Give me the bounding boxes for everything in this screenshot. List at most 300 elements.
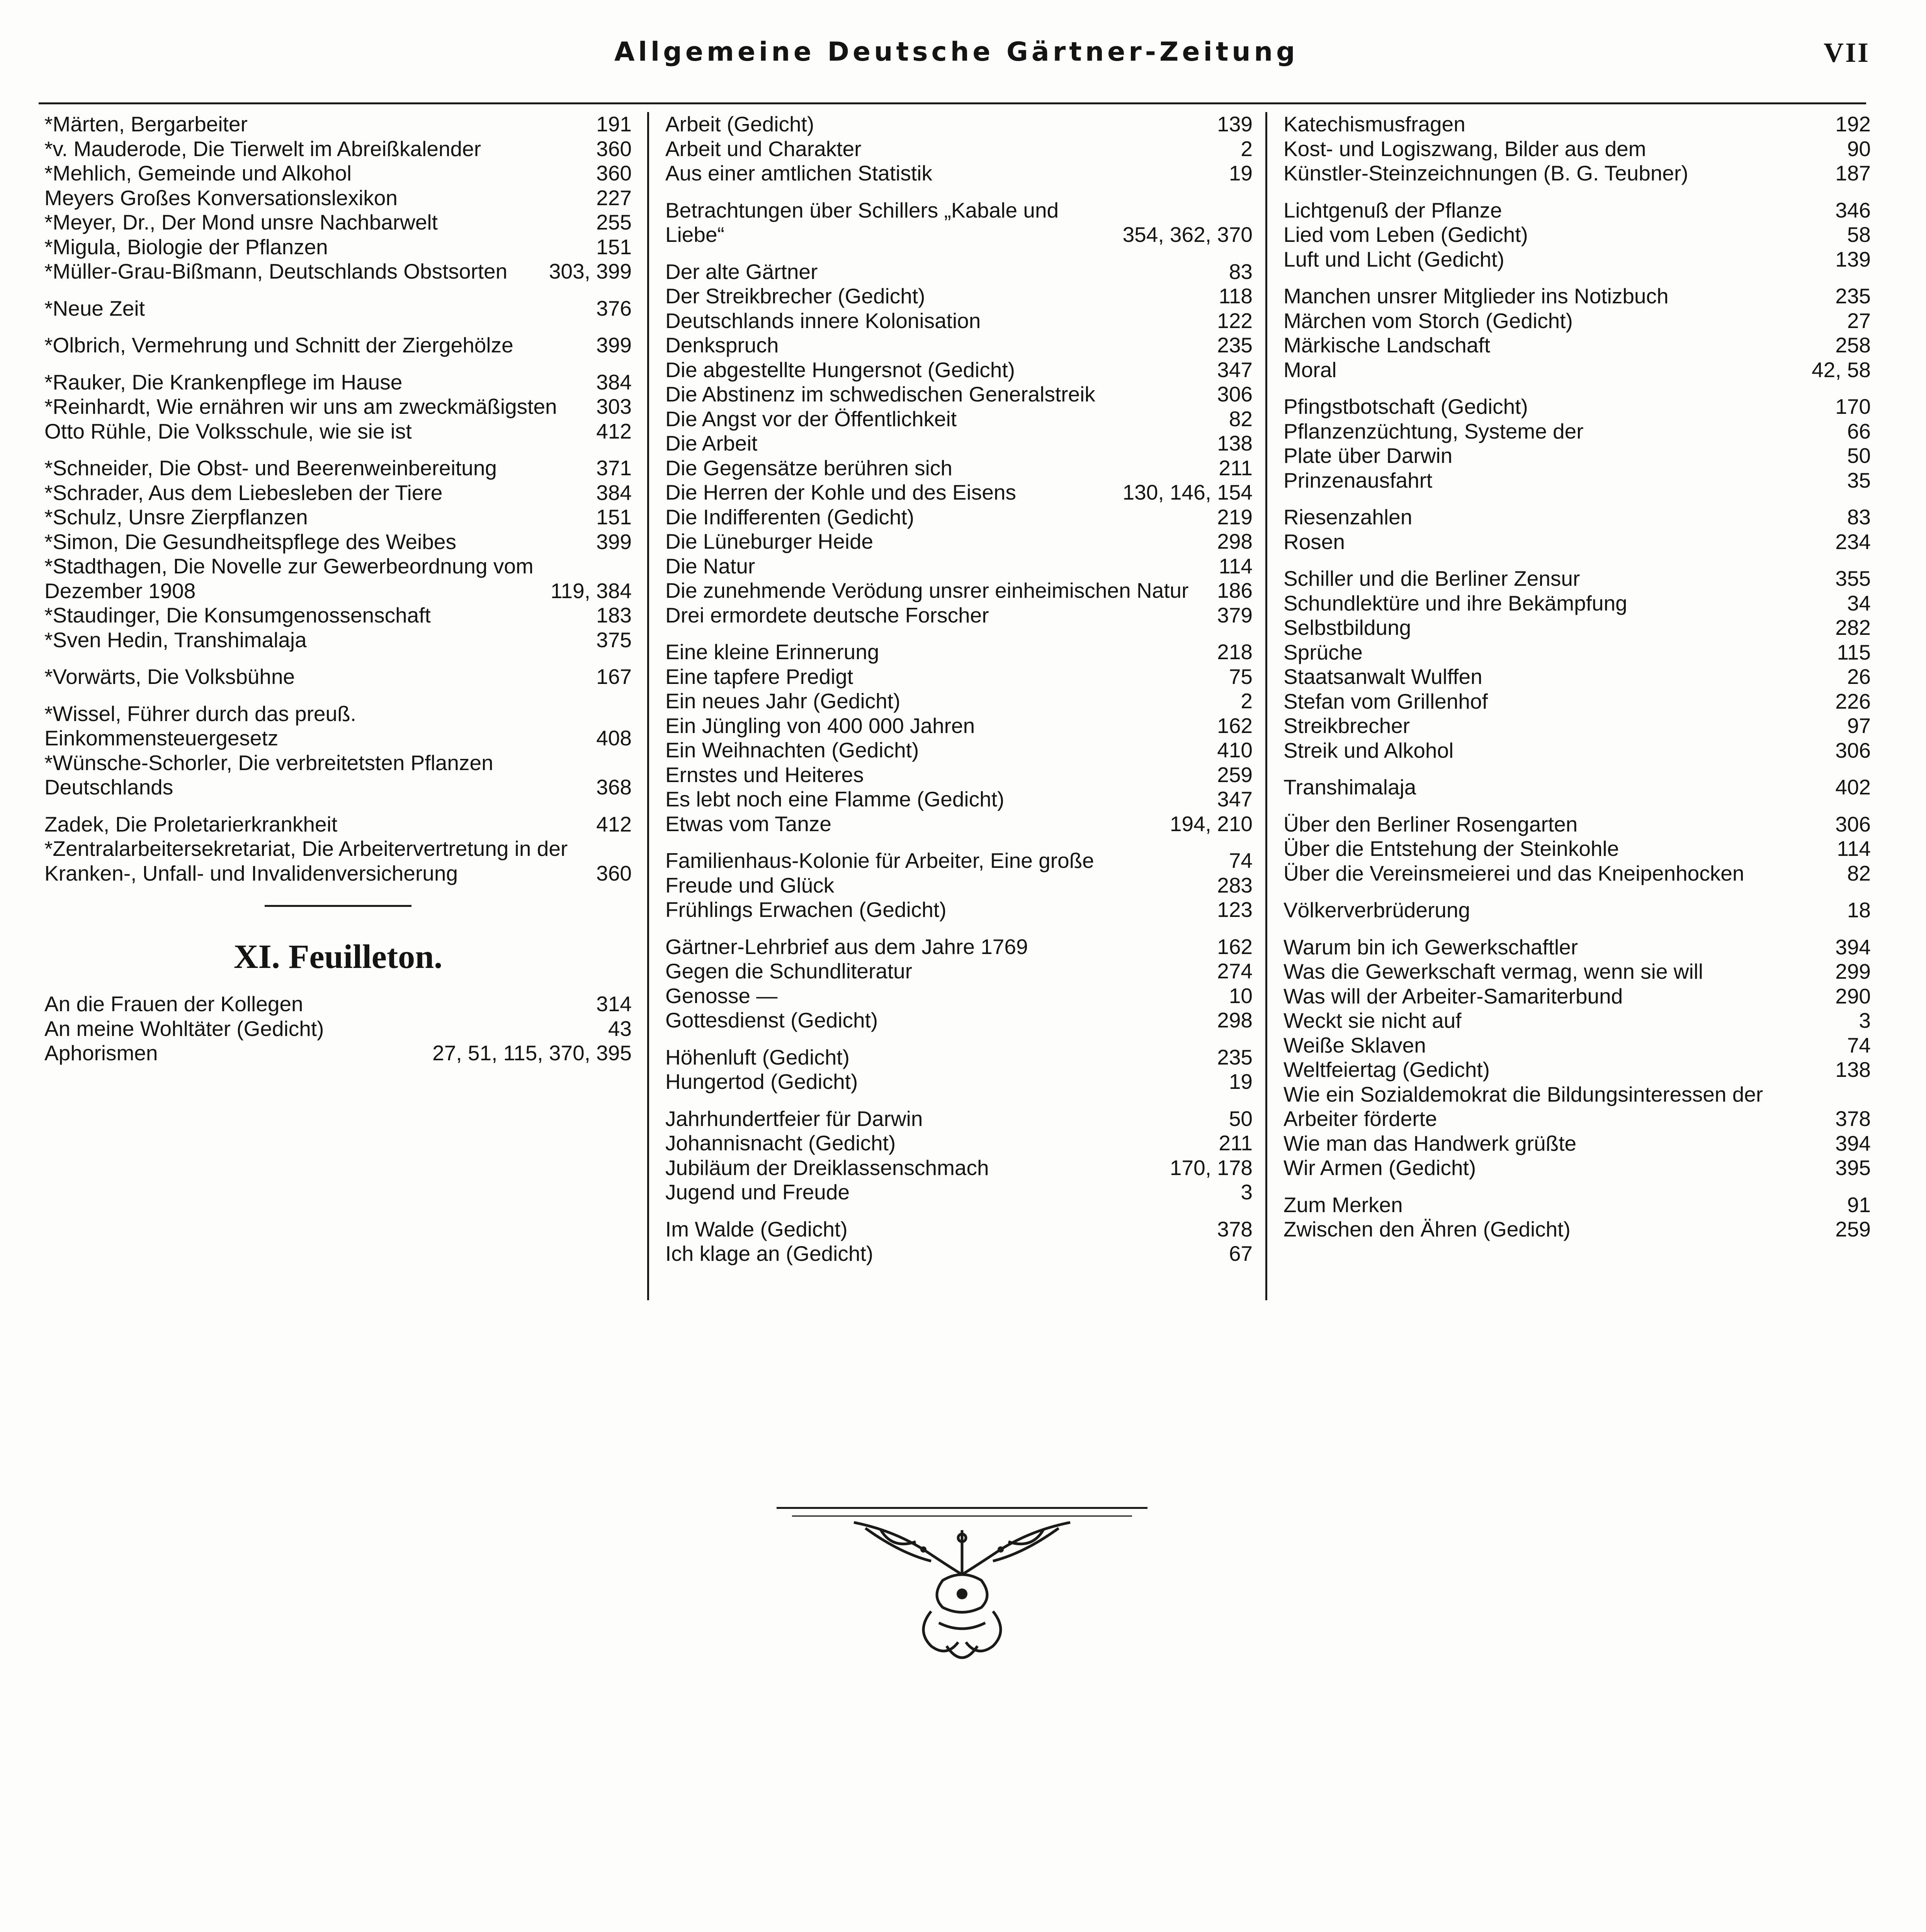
index-entry — [1283, 898, 1871, 923]
entry-title: Der Streikbrecher (Gedicht) — [665, 284, 925, 308]
entry-title: Ein neues Jahr (Gedicht) — [665, 689, 901, 713]
entry-title: *Neue Zeit — [44, 296, 145, 320]
index-entry — [665, 480, 1253, 505]
index-entry — [1283, 1217, 1871, 1242]
index-entry — [44, 628, 632, 653]
index-entry — [665, 284, 1253, 309]
index-entry — [44, 554, 632, 603]
index-entry — [665, 1131, 1253, 1156]
entry-pages: 347 — [1217, 357, 1253, 382]
index-entry — [44, 112, 632, 137]
entry-pages: 2 — [1241, 689, 1253, 713]
entry-title: Deutschlands innere Kolonisation — [665, 308, 981, 333]
index-entry — [1283, 566, 1871, 591]
index-entry — [665, 431, 1253, 456]
column-divider — [1265, 112, 1267, 1300]
entry-pages: 360 — [596, 861, 632, 885]
header-rule — [39, 102, 1866, 104]
index-entry — [665, 898, 1253, 922]
index-entry — [44, 419, 632, 444]
index-entry — [665, 309, 1253, 333]
page-number: VII — [1823, 37, 1870, 68]
index-entry — [1283, 309, 1871, 333]
entry-pages: 303 — [596, 395, 632, 418]
entry-title: Lied vom Leben (Gedicht) — [1283, 223, 1528, 247]
entry-title: Frühlings Erwachen (Gedicht) — [665, 898, 947, 922]
entry-title: Schiller und die Berliner Zensur — [1283, 566, 1580, 590]
entry-pages: 226 — [1835, 689, 1871, 713]
entry-title: Aus einer amtlichen Statistik — [665, 161, 932, 185]
entry-pages: 42, 58 — [1812, 357, 1871, 382]
entry-title: *Märten, Bergarbeiter — [44, 112, 248, 136]
index-entry — [1283, 284, 1871, 309]
index-entry — [665, 935, 1253, 959]
index-block — [1283, 395, 1871, 493]
entry-pages: 346 — [1835, 198, 1871, 222]
entry-pages: 298 — [1217, 1008, 1253, 1032]
index-entry — [665, 137, 1253, 162]
index-entry — [1283, 1033, 1871, 1058]
entry-title: Gottesdienst (Gedicht) — [665, 1008, 878, 1032]
entry-title: Über die Entstehung der Steinkohle — [1283, 837, 1619, 861]
index-entry — [44, 296, 632, 321]
entry-title: Im Walde (Gedicht) — [665, 1217, 848, 1241]
index-block — [44, 333, 632, 358]
entry-pages: 378 — [1835, 1107, 1871, 1131]
entry-title: *Vorwärts, Die Volksbühne — [44, 665, 295, 689]
entry-title: *Wissel, Führer durch das preuß. Einkommensteuergesetz — [44, 701, 356, 750]
index-entry — [665, 849, 1253, 873]
entry-pages: 191 — [596, 112, 632, 136]
entry-title: Künstler-Steinzeichnungen (B. G. Teubner) — [1283, 161, 1688, 185]
index-column-3 — [1283, 112, 1871, 1242]
entry-pages: 34 — [1847, 591, 1871, 615]
entry-pages: 399 — [596, 529, 632, 554]
entry-title: Riesenzahlen — [1283, 505, 1413, 529]
entry-pages: 83 — [1229, 259, 1253, 284]
index-entry — [665, 198, 1253, 247]
entry-pages: 10 — [1229, 983, 1253, 1008]
index-block — [665, 1107, 1253, 1205]
entry-title: *Wünsche-Schorler, Die verbreitetsten Pflanzen Deutschlands — [44, 750, 493, 799]
entry-pages: 18 — [1847, 898, 1871, 922]
entry-pages: 50 — [1847, 444, 1871, 468]
index-entry — [1283, 984, 1871, 1009]
entry-title: Gegen die Schundliteratur — [665, 959, 913, 983]
entry-title: Aphorismen — [44, 1041, 158, 1065]
entry-pages: 259 — [1217, 762, 1253, 787]
entry-pages: 74 — [1229, 849, 1253, 872]
entry-title: An meine Wohltäter (Gedicht) — [44, 1016, 324, 1041]
entry-pages: 399 — [596, 333, 632, 357]
entry-title: Wie ein Sozialdemokrat die Bildungsinteressen der Arbeiter förderte — [1283, 1082, 1763, 1131]
index-entry — [44, 1041, 632, 1066]
entry-pages: 371 — [596, 456, 632, 480]
entry-title: Höhenluft (Gedicht) — [665, 1045, 850, 1069]
entry-pages: 211 — [1219, 1131, 1253, 1155]
vignette-drawing — [777, 1507, 1147, 1673]
entry-title: Weltfeiertag (Gedicht) — [1283, 1058, 1490, 1082]
entry-pages: 122 — [1217, 308, 1253, 333]
entry-pages: 299 — [1835, 959, 1871, 983]
entry-pages: 114 — [1219, 554, 1253, 578]
index-block — [665, 198, 1253, 247]
entry-title: *Schneider, Die Obst- und Beerenweinbereitung — [44, 456, 497, 480]
entry-pages: 258 — [1835, 333, 1871, 357]
entry-pages: 58 — [1847, 223, 1871, 247]
entry-title: Warum bin ich Gewerkschaftler — [1283, 935, 1578, 959]
entry-title: Die Gegensätze berühren sich — [665, 456, 952, 480]
entry-pages: 82 — [1847, 861, 1871, 885]
section-separator — [265, 905, 411, 907]
entry-pages: 187 — [1835, 161, 1871, 185]
entry-pages: 162 — [1217, 934, 1253, 959]
index-entry — [665, 787, 1253, 812]
entry-pages: 211 — [1219, 456, 1253, 480]
index-entry — [44, 210, 632, 235]
entry-title: Arbeit (Gedicht) — [665, 112, 814, 136]
entry-title: Pflanzenzüchtung, Systeme der — [1283, 419, 1584, 443]
index-entry — [1283, 468, 1871, 493]
entry-pages: 50 — [1229, 1106, 1253, 1131]
index-entry — [1283, 738, 1871, 763]
entry-title: Wie man das Handwerk grüßte — [1283, 1131, 1577, 1155]
entry-pages: 306 — [1835, 738, 1871, 762]
entry-title: Die Indifferenten (Gedicht) — [665, 505, 915, 529]
entry-pages: 412 — [596, 812, 632, 836]
entry-pages: 354, 362, 370 — [1122, 223, 1253, 247]
index-entry — [1283, 591, 1871, 616]
entry-title: *Migula, Biologie der Pflanzen — [44, 235, 328, 259]
index-entry — [665, 603, 1253, 628]
index-entry — [1283, 530, 1871, 554]
index-entry — [665, 959, 1253, 984]
entry-pages: 162 — [1217, 713, 1253, 738]
entry-title: Die Herren der Kohle und des Eisens — [665, 480, 1017, 504]
index-entry — [665, 1070, 1253, 1094]
index-entry — [1283, 689, 1871, 714]
index-column-2 — [665, 112, 1253, 1266]
entry-title: Streik und Alkohol — [1283, 738, 1454, 762]
entry-title: *Schulz, Unsre Zierpflanzen — [44, 505, 308, 529]
entry-title: Eine tapfere Predigt — [665, 664, 853, 689]
entry-pages: 151 — [596, 235, 632, 259]
entry-pages: 290 — [1835, 984, 1871, 1008]
entry-pages: 227 — [596, 185, 632, 210]
entry-pages: 35 — [1847, 468, 1871, 492]
index-entry — [1283, 444, 1871, 468]
entry-title: Jahrhundertfeier für Darwin — [665, 1106, 923, 1131]
index-entry — [1283, 1058, 1871, 1082]
entry-pages: 306 — [1217, 382, 1253, 406]
index-block — [44, 112, 632, 284]
index-entry — [1283, 395, 1871, 419]
entry-title: Was die Gewerkschaft vermag, wenn sie will — [1283, 959, 1703, 983]
index-block — [1283, 775, 1871, 800]
entry-pages: 139 — [1217, 112, 1253, 136]
entry-title: Jubiläum der Dreiklassenschmach — [665, 1155, 989, 1180]
index-entry — [665, 640, 1253, 665]
entry-title: Ein Jüngling von 400 000 Jahren — [665, 713, 975, 738]
entry-title: Märchen vom Storch (Gedicht) — [1283, 308, 1573, 333]
entry-title: Prinzenausfahrt — [1283, 468, 1433, 492]
entry-pages: 115 — [1837, 640, 1871, 664]
index-entry — [665, 1180, 1253, 1205]
entry-pages: 235 — [1835, 284, 1871, 308]
entry-pages: 235 — [1217, 1045, 1253, 1069]
index-block — [44, 812, 632, 886]
index-entry — [665, 112, 1253, 137]
index-entry — [1283, 861, 1871, 886]
entry-title: Meyers Großes Konversationslexikon — [44, 185, 398, 210]
entry-title: Ein Weihnachten (Gedicht) — [665, 738, 919, 762]
index-entry — [665, 873, 1253, 898]
entry-pages: 91 — [1847, 1192, 1871, 1217]
entry-title: Selbstbildung — [1283, 616, 1411, 639]
index-entry — [665, 407, 1253, 432]
index-entry — [1283, 1131, 1871, 1156]
entry-pages: 360 — [596, 161, 632, 185]
entry-pages: 282 — [1835, 616, 1871, 639]
entry-pages: 368 — [596, 775, 632, 799]
index-entry — [1283, 812, 1871, 837]
index-entry — [1283, 112, 1871, 137]
index-entry — [44, 161, 632, 186]
entry-title: *Reinhardt, Wie ernähren wir uns am zweckmäßigsten — [44, 395, 557, 418]
entry-pages: 394 — [1835, 1131, 1871, 1155]
entry-pages: 402 — [1835, 775, 1871, 799]
entry-title: *Staudinger, Die Konsumgenossenschaft — [44, 603, 431, 627]
entry-pages: 2 — [1241, 136, 1253, 161]
entry-title: Ich klage an (Gedicht) — [665, 1242, 874, 1265]
entry-title: Die Angst vor der Öffentlichkeit — [665, 406, 957, 431]
index-block — [1283, 505, 1871, 554]
running-title: Allgemeine Deutsche Gärtner-Zeitung — [614, 37, 1299, 67]
entry-pages: 298 — [1217, 529, 1253, 553]
entry-pages: 19 — [1229, 1070, 1253, 1094]
entry-pages: 90 — [1847, 136, 1871, 161]
index-entry — [1283, 837, 1871, 861]
entry-pages: 27, 51, 115, 370, 395 — [432, 1041, 632, 1065]
index-entry — [665, 358, 1253, 383]
index-entry — [1283, 505, 1871, 530]
entry-pages: 26 — [1847, 665, 1871, 689]
entry-title: Wir Armen (Gedicht) — [1283, 1156, 1476, 1180]
index-entry — [44, 259, 632, 284]
index-entry — [1283, 775, 1871, 800]
entry-title: Pfingstbotschaft (Gedicht) — [1283, 395, 1528, 418]
entry-title: Freude und Glück — [665, 873, 835, 897]
index-entry — [44, 530, 632, 554]
index-entry — [665, 689, 1253, 714]
index-entry — [1283, 161, 1871, 186]
entry-pages: 375 — [596, 628, 632, 652]
index-entry — [665, 665, 1253, 689]
entry-pages: 412 — [596, 419, 632, 443]
entry-pages: 376 — [596, 296, 632, 320]
entry-pages: 67 — [1229, 1242, 1253, 1265]
index-entry — [1283, 198, 1871, 223]
entry-title: *Zentralarbeitersekretariat, Die Arbeitervertretung in der Kranken-, Unfall- und Invalidenversicherung — [44, 837, 568, 885]
entry-pages: 408 — [596, 726, 632, 750]
entry-pages: 194, 210 — [1170, 811, 1253, 836]
entry-title: Johannisnacht (Gedicht) — [665, 1131, 896, 1155]
entry-title: Weiße Sklaven — [1283, 1033, 1426, 1057]
entry-title: Die Abstinenz im schwedischen Generalstreik — [665, 382, 1095, 406]
index-entry — [1283, 1082, 1871, 1131]
entry-pages: 384 — [596, 370, 632, 394]
index-entry — [665, 738, 1253, 763]
entry-pages: 234 — [1835, 529, 1871, 554]
entry-title: Die abgestellte Hungersnot (Gedicht) — [665, 357, 1015, 382]
index-entry — [44, 137, 632, 162]
index-entry — [665, 1045, 1253, 1070]
entry-title: *Rauker, Die Krankenpflege im Hause — [44, 370, 403, 394]
page-header — [498, 37, 1870, 75]
index-entry — [665, 161, 1253, 186]
entry-title: Der alte Gärtner — [665, 259, 818, 284]
index-block — [1283, 898, 1871, 923]
index-entry — [44, 505, 632, 530]
index-block — [665, 260, 1253, 628]
entry-title: *Stadthagen, Die Novelle zur Gewerbeordnung vom Dezember 1908 — [44, 554, 534, 603]
entry-title: Die Arbeit — [665, 431, 758, 455]
entry-title: Transhimalaja — [1283, 775, 1416, 799]
index-entry — [44, 665, 632, 689]
index-block — [665, 849, 1253, 922]
entry-pages: 394 — [1835, 935, 1871, 959]
entry-pages: 114 — [1837, 837, 1871, 861]
index-entry — [665, 1217, 1253, 1242]
entry-title: Otto Rühle, Die Volksschule, wie sie ist — [44, 419, 412, 443]
index-block — [44, 296, 632, 321]
entry-title: Denkspruch — [665, 333, 779, 357]
index-entry — [1283, 223, 1871, 247]
entry-title: Plate über Darwin — [1283, 444, 1453, 468]
index-entry — [665, 812, 1253, 837]
entry-title: *Olbrich, Vermehrung und Schnitt der Ziergehölze — [44, 333, 513, 357]
entry-pages: 355 — [1835, 566, 1871, 590]
index-entry — [44, 603, 632, 628]
entry-title: Familienhaus-Kolonie für Arbeiter, Eine große — [665, 849, 1094, 872]
entry-pages: 347 — [1217, 787, 1253, 811]
entry-title: Moral — [1283, 357, 1337, 382]
index-entry — [1283, 714, 1871, 738]
entry-pages: 183 — [596, 603, 632, 627]
index-entry — [1283, 333, 1871, 358]
entry-title: Schundlektüre und ihre Bekämpfung — [1283, 591, 1627, 615]
index-block — [665, 112, 1253, 186]
entry-title: Kost- und Logiszwang, Bilder aus dem — [1283, 136, 1646, 161]
entry-pages: 192 — [1835, 112, 1871, 136]
entry-title: Staatsanwalt Wulffen — [1283, 665, 1482, 689]
entry-pages: 19 — [1229, 161, 1253, 185]
entry-title: *Müller-Grau-Bißmann, Deutschlands Obstsorten — [44, 259, 508, 283]
index-entry — [665, 1008, 1253, 1033]
index-column-1 — [44, 112, 632, 1066]
entry-pages: 75 — [1229, 664, 1253, 689]
entry-title: Streikbrecher — [1283, 714, 1410, 738]
entry-title: Katechismusfragen — [1283, 112, 1465, 136]
index-entry — [44, 751, 632, 800]
entry-title: *Meyer, Dr., Der Mond unsre Nachbarwelt — [44, 210, 438, 234]
index-entry — [1283, 959, 1871, 984]
entry-title: Die Natur — [665, 554, 755, 578]
index-block — [1283, 812, 1871, 886]
entry-title: *Simon, Die Gesundheitspflege des Weibes — [44, 529, 456, 554]
entry-title: Luft und Licht (Gedicht) — [1283, 247, 1504, 271]
entry-pages: 138 — [1217, 431, 1253, 455]
index-entry — [1283, 616, 1871, 640]
entry-pages: 274 — [1217, 959, 1253, 983]
entry-title: Es lebt noch eine Flamme (Gedicht) — [665, 787, 1005, 811]
entry-title: Genosse — — [665, 983, 778, 1008]
index-block — [665, 1045, 1253, 1094]
entry-title: Etwas vom Tanze — [665, 811, 832, 836]
index-entry — [665, 456, 1253, 481]
entry-title: Zwischen den Ähren (Gedicht) — [1283, 1217, 1571, 1241]
entry-pages: 118 — [1219, 284, 1253, 308]
index-entry — [665, 529, 1253, 554]
entry-pages: 138 — [1835, 1058, 1871, 1082]
entry-pages: 83 — [1847, 505, 1871, 529]
index-entry — [665, 984, 1253, 1009]
index-entry — [44, 992, 632, 1017]
entry-pages: 123 — [1217, 898, 1253, 922]
entry-title: Märkische Landschaft — [1283, 333, 1490, 357]
index-entry — [665, 382, 1253, 407]
entry-title: Ernstes und Heiteres — [665, 762, 864, 787]
entry-pages: 167 — [596, 665, 632, 689]
index-entry — [1283, 247, 1871, 272]
entry-title: *Schrader, Aus dem Liebesleben der Tiere — [44, 480, 443, 505]
index-entry — [665, 554, 1253, 579]
entry-pages: 170, 178 — [1170, 1155, 1253, 1180]
index-block — [1283, 935, 1871, 1180]
entry-title: *v. Mauderode, Die Tierwelt im Abreißkalender — [44, 136, 481, 161]
index-entry — [1283, 419, 1871, 444]
entry-pages: 139 — [1835, 247, 1871, 271]
entry-pages: 119, 384 — [550, 578, 632, 603]
entry-pages: 378 — [1217, 1217, 1253, 1241]
index-entry — [44, 456, 632, 481]
entry-pages: 3 — [1241, 1180, 1253, 1204]
index-entry — [44, 235, 632, 260]
entry-title: Über den Berliner Rosengarten — [1283, 812, 1578, 836]
entry-title: Weckt sie nicht auf — [1283, 1009, 1462, 1032]
entry-pages: 314 — [596, 992, 632, 1016]
index-block — [665, 640, 1253, 836]
index-entry — [665, 1242, 1253, 1266]
entry-title: Stefan vom Grillenhof — [1283, 689, 1488, 713]
entry-title: Was will der Arbeiter-Samariterbund — [1283, 984, 1623, 1008]
entry-pages: 170 — [1835, 395, 1871, 418]
index-block — [44, 665, 632, 689]
index-block — [1283, 284, 1871, 382]
index-entry — [44, 702, 632, 751]
index-entry — [44, 837, 632, 886]
entry-pages: 43 — [608, 1016, 632, 1041]
entry-title: Die Lüneburger Heide — [665, 529, 874, 553]
entry-title: Jugend und Freude — [665, 1180, 850, 1204]
entry-pages: 395 — [1835, 1156, 1871, 1180]
entry-title: Sprüche — [1283, 640, 1363, 664]
index-entry — [665, 714, 1253, 738]
entry-pages: 306 — [1835, 812, 1871, 836]
entry-title: Zadek, Die Proletarierkrankheit — [44, 812, 338, 836]
entry-pages: 130, 146, 154 — [1122, 480, 1253, 504]
entry-title: Eine kleine Erinnerung — [665, 640, 879, 664]
